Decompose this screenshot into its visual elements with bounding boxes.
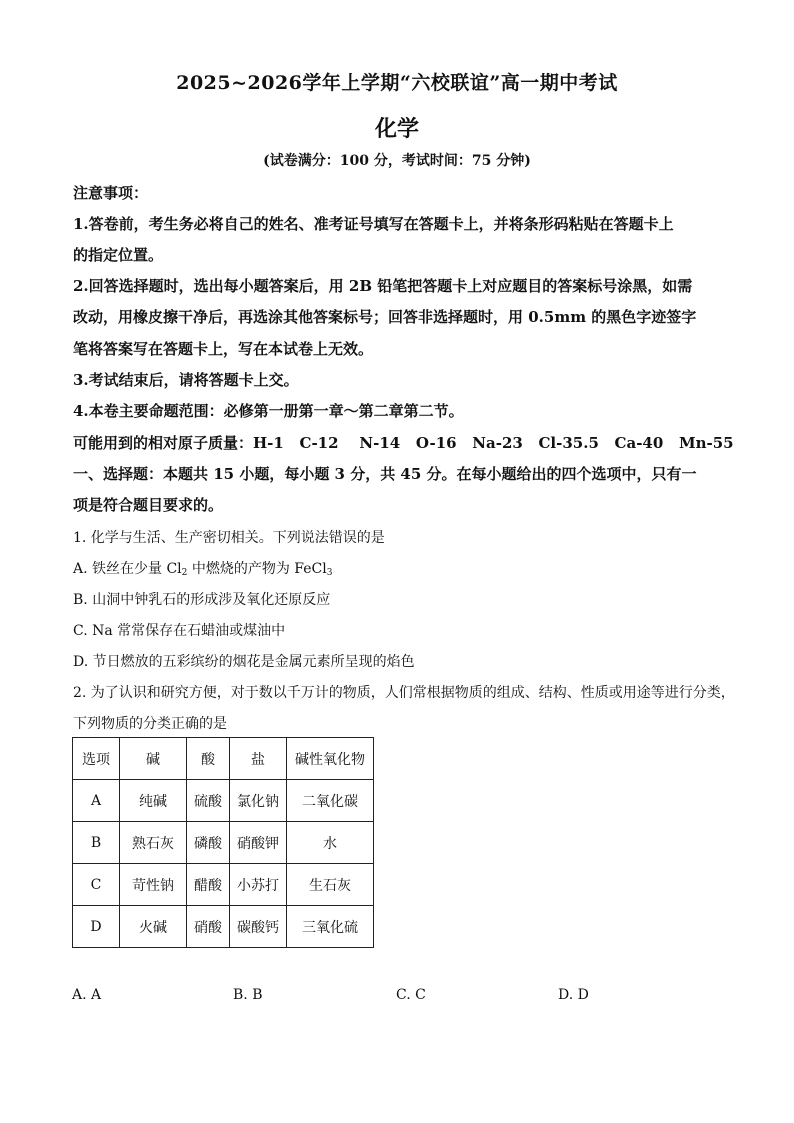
q2-option-d: D. D [558, 987, 589, 1003]
q1-option-a [73, 558, 332, 578]
table-header-row [73, 738, 374, 780]
section-1-line-2: 项是符合题目要求的。 [73, 496, 224, 514]
notice-item-2-line-1: 2.回答选择题时，选出每小题答案后，用 2B 铅笔把答题卡上对应题目的答案标号涂黑，如需 [73, 277, 693, 295]
q1-option-a-part2: 中燃烧的产物为 FeCl [187, 561, 327, 577]
table-cell: A [73, 780, 120, 822]
table-header-cell: 选项 [73, 738, 120, 780]
q2-stem-line-2: 下列物质的分类正确的是 [73, 716, 227, 732]
q2-option-a: A. A [72, 987, 102, 1003]
table-cell: 苛性钠 [120, 864, 187, 906]
notice-item-1-line-2: 的指定位置。 [73, 246, 164, 264]
table-row [73, 864, 374, 906]
table-cell: 纯碱 [120, 780, 187, 822]
q2-option-b: B. B [233, 987, 263, 1003]
notice-item-4: 4.本卷主要命题范围：必修第一册第一章～第二章第二节。 [73, 402, 464, 420]
classification-table [72, 737, 374, 948]
table-cell: 二氧化碳 [287, 780, 374, 822]
table-row [73, 780, 374, 822]
exam-info: (试卷满分：100 分，考试时间：75 分钟) [263, 153, 531, 169]
section-1-line-1: 一、选择题：本题共 15 小题，每小题 3 分，共 45 分。在每小题给出的四个选项中，只有一 [73, 465, 697, 483]
table-cell: 硝酸钾 [230, 822, 287, 864]
notice-item-2-line-3: 笔将答案写在答题卡上，写在本试卷上无效。 [73, 340, 374, 358]
table-cell: 醋酸 [187, 864, 230, 906]
q2-stem-line-1: 2. 为了认识和研究方便，对于数以千万计的物质，人们常根据物质的组成、结构、性质或用途等进行分类， [73, 685, 735, 701]
table-cell: 熟石灰 [120, 822, 187, 864]
q1-option-a-sub2: 3 [326, 568, 333, 578]
q1-option-a-part1: A. 铁丝在少量 Cl [73, 561, 182, 577]
q1-stem: 1. 化学与生活、生产密切相关。下列说法错误的是 [73, 530, 385, 546]
table-cell: 水 [287, 822, 374, 864]
q1-option-c: C. Na 常常保存在石蜡油或煤油中 [73, 623, 286, 639]
table-header-cell: 盐 [230, 738, 287, 780]
table-cell: 生石灰 [287, 864, 374, 906]
table-cell: 硝酸 [187, 906, 230, 948]
table-cell: 三氧化硫 [287, 906, 374, 948]
q1-option-a-sub1: 2 [181, 568, 188, 578]
notice-heading: 注意事项： [73, 184, 149, 202]
table-row [73, 906, 374, 948]
table-cell: 磷酸 [187, 822, 230, 864]
notice-item-2-line-2: 改动，用橡皮擦干净后，再选涂其他答案标号；回答非选择题时，用 0.5mm 的黑色字迹签字 [73, 308, 697, 326]
table-header-cell: 碱 [120, 738, 187, 780]
notice-item-3: 3.考试结束后，请将答题卡上交。 [73, 371, 299, 389]
notice-item-1-line-1: 1.答卷前，考生务必将自己的姓名、准考证号填写在答题卡上，并将条形码粘贴在答题卡上 [73, 215, 674, 233]
table-cell: B [73, 822, 120, 864]
table-cell: 碳酸钙 [230, 906, 287, 948]
table-cell: 火碱 [120, 906, 187, 948]
table-header-cell: 碱性氧化物 [287, 738, 374, 780]
table-cell: 氯化钠 [230, 780, 287, 822]
table-cell: 硫酸 [187, 780, 230, 822]
q1-option-d: D. 节日燃放的五彩缤纷的烟花是金属元素所呈现的焰色 [73, 654, 415, 670]
table-cell: D [73, 906, 120, 948]
table-cell: C [73, 864, 120, 906]
atomic-mass-line: 可能用到的相对原子质量：H-1 C-12 N-14 O-16 Na-23 Cl-35.5 Ca-40 Mn-55 [73, 434, 734, 452]
q2-option-c: C. C [396, 987, 426, 1003]
subject-title: 化学 [374, 116, 419, 142]
table-row [73, 822, 374, 864]
q1-option-b: B. 山洞中钟乳石的形成涉及氧化还原反应 [73, 592, 331, 608]
table-header-cell: 酸 [187, 738, 230, 780]
table-cell: 小苏打 [230, 864, 287, 906]
exam-title: 2025~2026学年上学期“六校联谊”高一期中考试 [176, 72, 618, 94]
